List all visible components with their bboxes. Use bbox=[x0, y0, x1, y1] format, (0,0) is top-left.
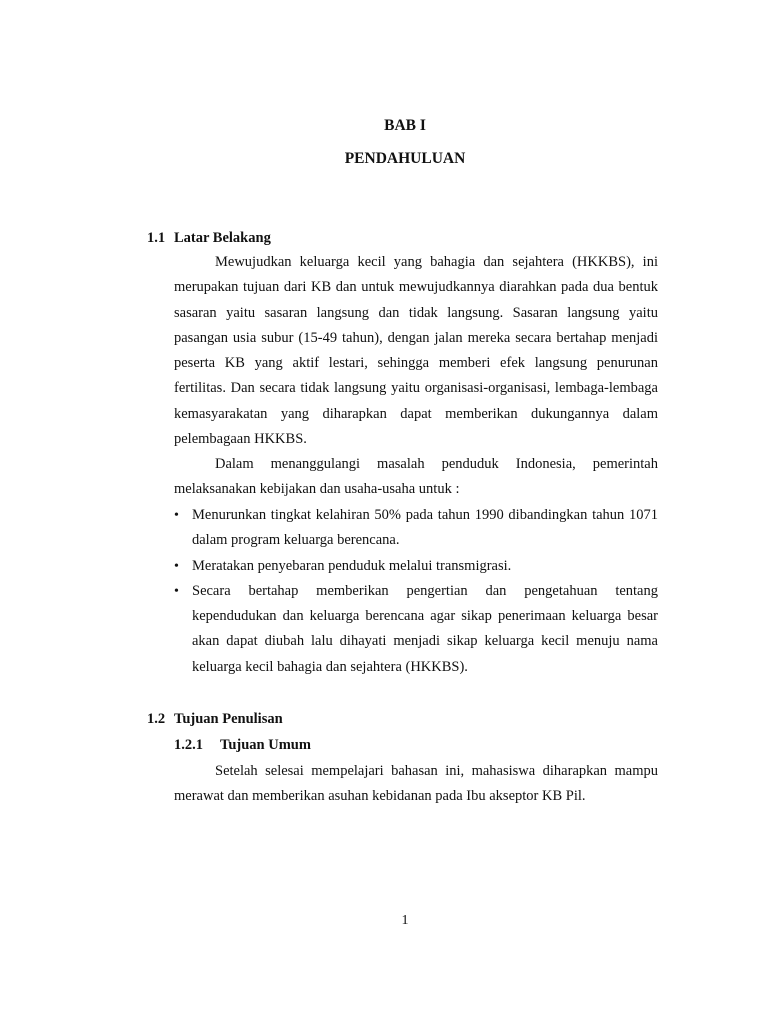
section-title: Latar Belakang bbox=[174, 230, 271, 246]
section-number: 1.2 bbox=[147, 711, 166, 727]
bullet-item: • Menurunkan tingkat kelahiran 50% pada tahun 1990 dibandingkan tahun 1071 dalam program keluarga berencana. bbox=[174, 503, 658, 554]
subsection-number: 1.2.1 bbox=[174, 737, 203, 753]
paragraph-general-objective: Setelah selesai mempelajari bahasan ini, mahasiswa diharapkan mampu merawat dan memberikan asuhan kebidanan pada Ibu akseptor KB Pil. bbox=[174, 763, 658, 805]
chapter-title: PENDAHULUAN bbox=[344, 150, 466, 167]
section-title: Tujuan Penulisan bbox=[174, 711, 283, 727]
section-heading-1-1 bbox=[147, 230, 271, 247]
paragraph-background-1: Mewujudkan keluarga kecil yang bahagia dan sejahtera (HKKBS), ini merupakan tujuan dari KB dan untuk mewujudkannya diarahkan pada dua bentuk sasaran yaitu sasaran langsung dan tidak langsung. Sasaran langsung yaitu pasangan usia subur (15-49 tahun), dengan jalan mereka secara bertahap menjadi peserta KB yang aktif lestari, sehingga memberi efek langsung penurunan fertilitas. Dan secara tidak langsung yaitu organisasi-organisasi, lembaga-lembaga kemasyarakatan yang diharapkan dapat memberikan dukungannya dalam pelembagaan HKKBS. bbox=[174, 254, 658, 448]
subsection-heading-1-2-1 bbox=[174, 737, 311, 754]
paragraph-background-2: Dalam menanggulangi masalah penduduk Indonesia, pemerintah melaksanakan kebijakan dan usaha-usaha untuk : bbox=[174, 456, 658, 498]
subsection-title: Tujuan Umum bbox=[220, 737, 311, 753]
policy-bullet-list bbox=[174, 503, 658, 680]
chapter-label: BAB I bbox=[384, 117, 426, 134]
section-heading-1-2 bbox=[147, 711, 283, 728]
page-number: 1 bbox=[401, 913, 409, 928]
section-number: 1.1 bbox=[147, 230, 166, 246]
bullet-item: • Meratakan penyebaran penduduk melalui transmigrasi. bbox=[174, 554, 658, 579]
bullet-item: • Secara bertahap memberikan pengertian dan pengetahuan tentang kependudukan dan keluarga berencana agar sikap penerimaan keluarga besar akan dapat diubah lalu dihayati menjadi sikap keluarga kecil menuju nama keluarga kecil bahagia dan sejahtera (HKKBS). bbox=[174, 579, 658, 680]
